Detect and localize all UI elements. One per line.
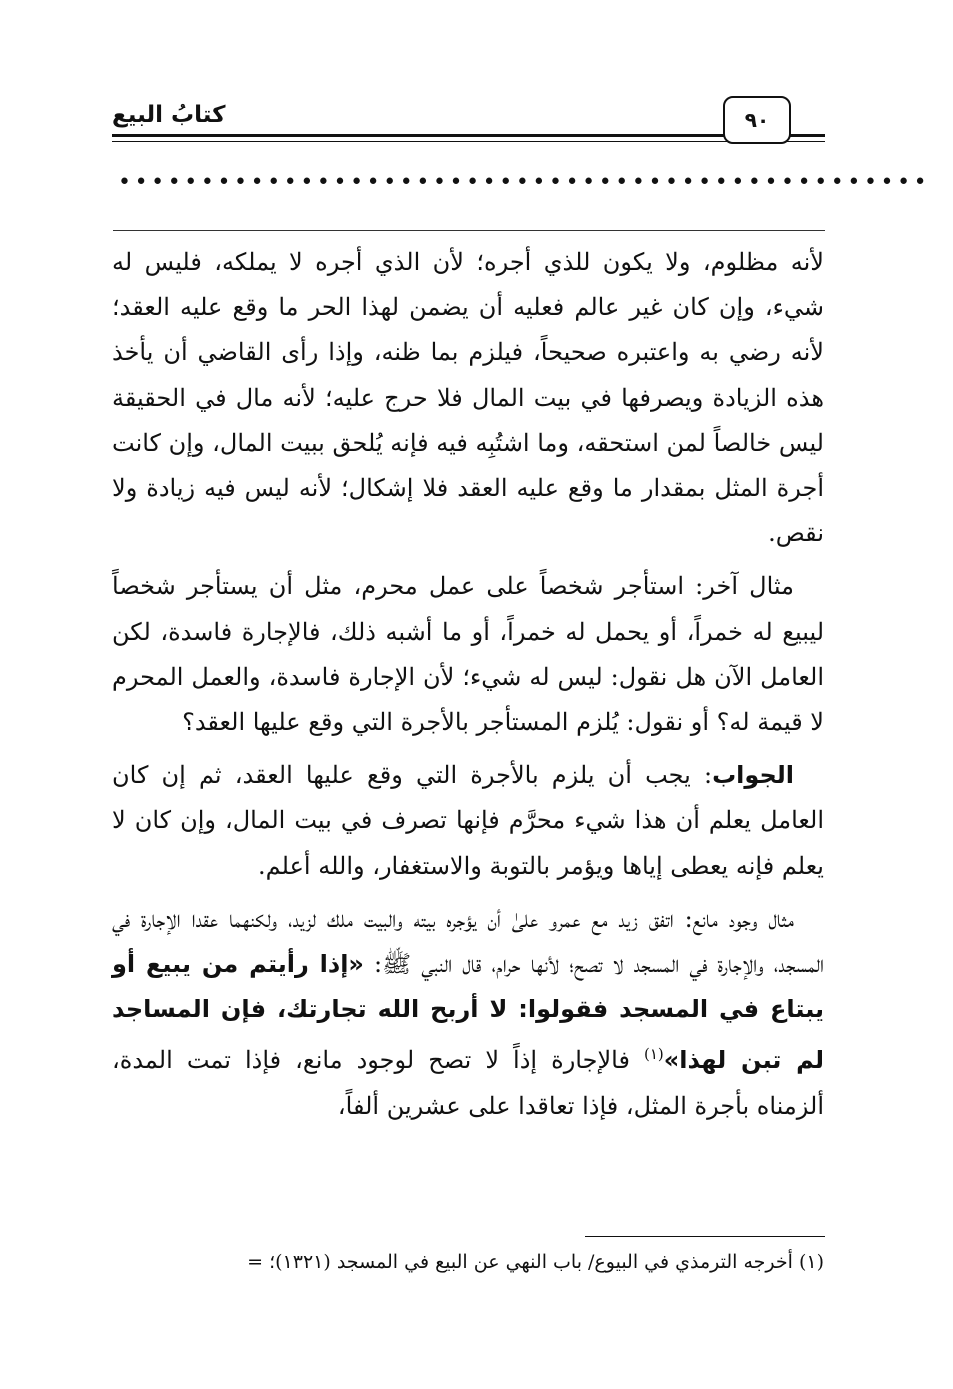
paragraph-4-rest: فالإجارة إذاً لا تصح لوجود مانع، فإذا تمت المدة، ألزمناه بأجرة المثل، فإذا تعاقدا على عشرين ألفاً، [112, 1046, 824, 1120]
page-number: ٩٠ [723, 96, 791, 144]
footnote-ref[interactable]: (١) [643, 1045, 664, 1064]
body-text [112, 240, 824, 1137]
footnote-rule [585, 1236, 825, 1237]
answer-text: : يجب أن يلزم بالأجرة التي وقع عليها العقد، ثم إن كان العامل يعلم أن هذا شيء محرَّم فإنها تصرف في بيت المال، وإن كان لا يعلم فإنه يعطى إياها ويؤمر بالتوبة والاستغفار، والله أعلم. [112, 761, 824, 880]
paragraph-1: لأنه مظلوم، ولا يكون للذي أجره؛ لأن الذي أجره لا يملكه، فليس له شيء، وإن كان غير عالم فعليه أن يضمن لهذا الحر ما وقع عليه العقد؛ لأنه رضي به واعتبره صحيحاً، فيلزم بما ظنه، وإذا رأى القاضي أن يأخذ هذه الزيادة ويصرفها في بيت المال فلا حرج عليه؛ لأنه مال في الحقيقة ليس خالصاً لمن استحقه، وما اشتُبِه فيه فإنه يُلحق ببيت المال، وإن كانت أجرة المثل بمقدار ما وقع عليه العقد فلا إشكال؛ لأنه ليس فيه زيادة ولا نقص. [112, 248, 824, 548]
section-rule [113, 230, 825, 231]
dotted-separator: ••••••••••••••••••••••••••••••••••••••••••••••••• [118, 170, 931, 195]
paragraph-4 [112, 897, 824, 1129]
paragraph-2: مثال آخر: استأجر شخصاً على عمل محرم، مثل أن يستأجر شخصاً ليبيع له خمراً، أو يحمل له خمراً، أو ما أشبه ذلك، فالإجارة فاسدة، لكن العامل الآن هل نقول: ليس له شيء؛ لأن الإجارة فاسدة، والعمل المحرم لا قيمة له؟ أو نقول: يُلزم المستأجر بالأجرة التي وقع عليها العقد؟ [112, 572, 824, 737]
header-rule-thick [112, 134, 825, 137]
answer-label: الجواب [712, 761, 794, 790]
header-rule-thin [112, 141, 825, 142]
book-title: كتابُ البيع [112, 102, 226, 128]
page-header [112, 96, 825, 148]
paragraph-4-intro: مثال وجود مانع: اتفق زيد مع عمرو علىٰ أن يؤجره بيته والبيت ملك لزيد، ولكنهما عقدا الإجارة في المسجد، والإجارة في المسجد لا تصح؛ لأنها حرام، قال النبي ﷺ: [112, 904, 825, 979]
footnote: (١) أخرجه الترمذي في البيوع/ باب النهي عن البيع في المسجد (١٣٢١)؛ = [247, 1251, 824, 1273]
paragraph-3 [112, 753, 824, 889]
hadith-quote: «إذا رأيتم من يبيع أو يبتاع في المسجد فقولوا: لا أربح الله تجارتك، فإن المساجد لم تبن لهذا» [112, 950, 824, 1075]
